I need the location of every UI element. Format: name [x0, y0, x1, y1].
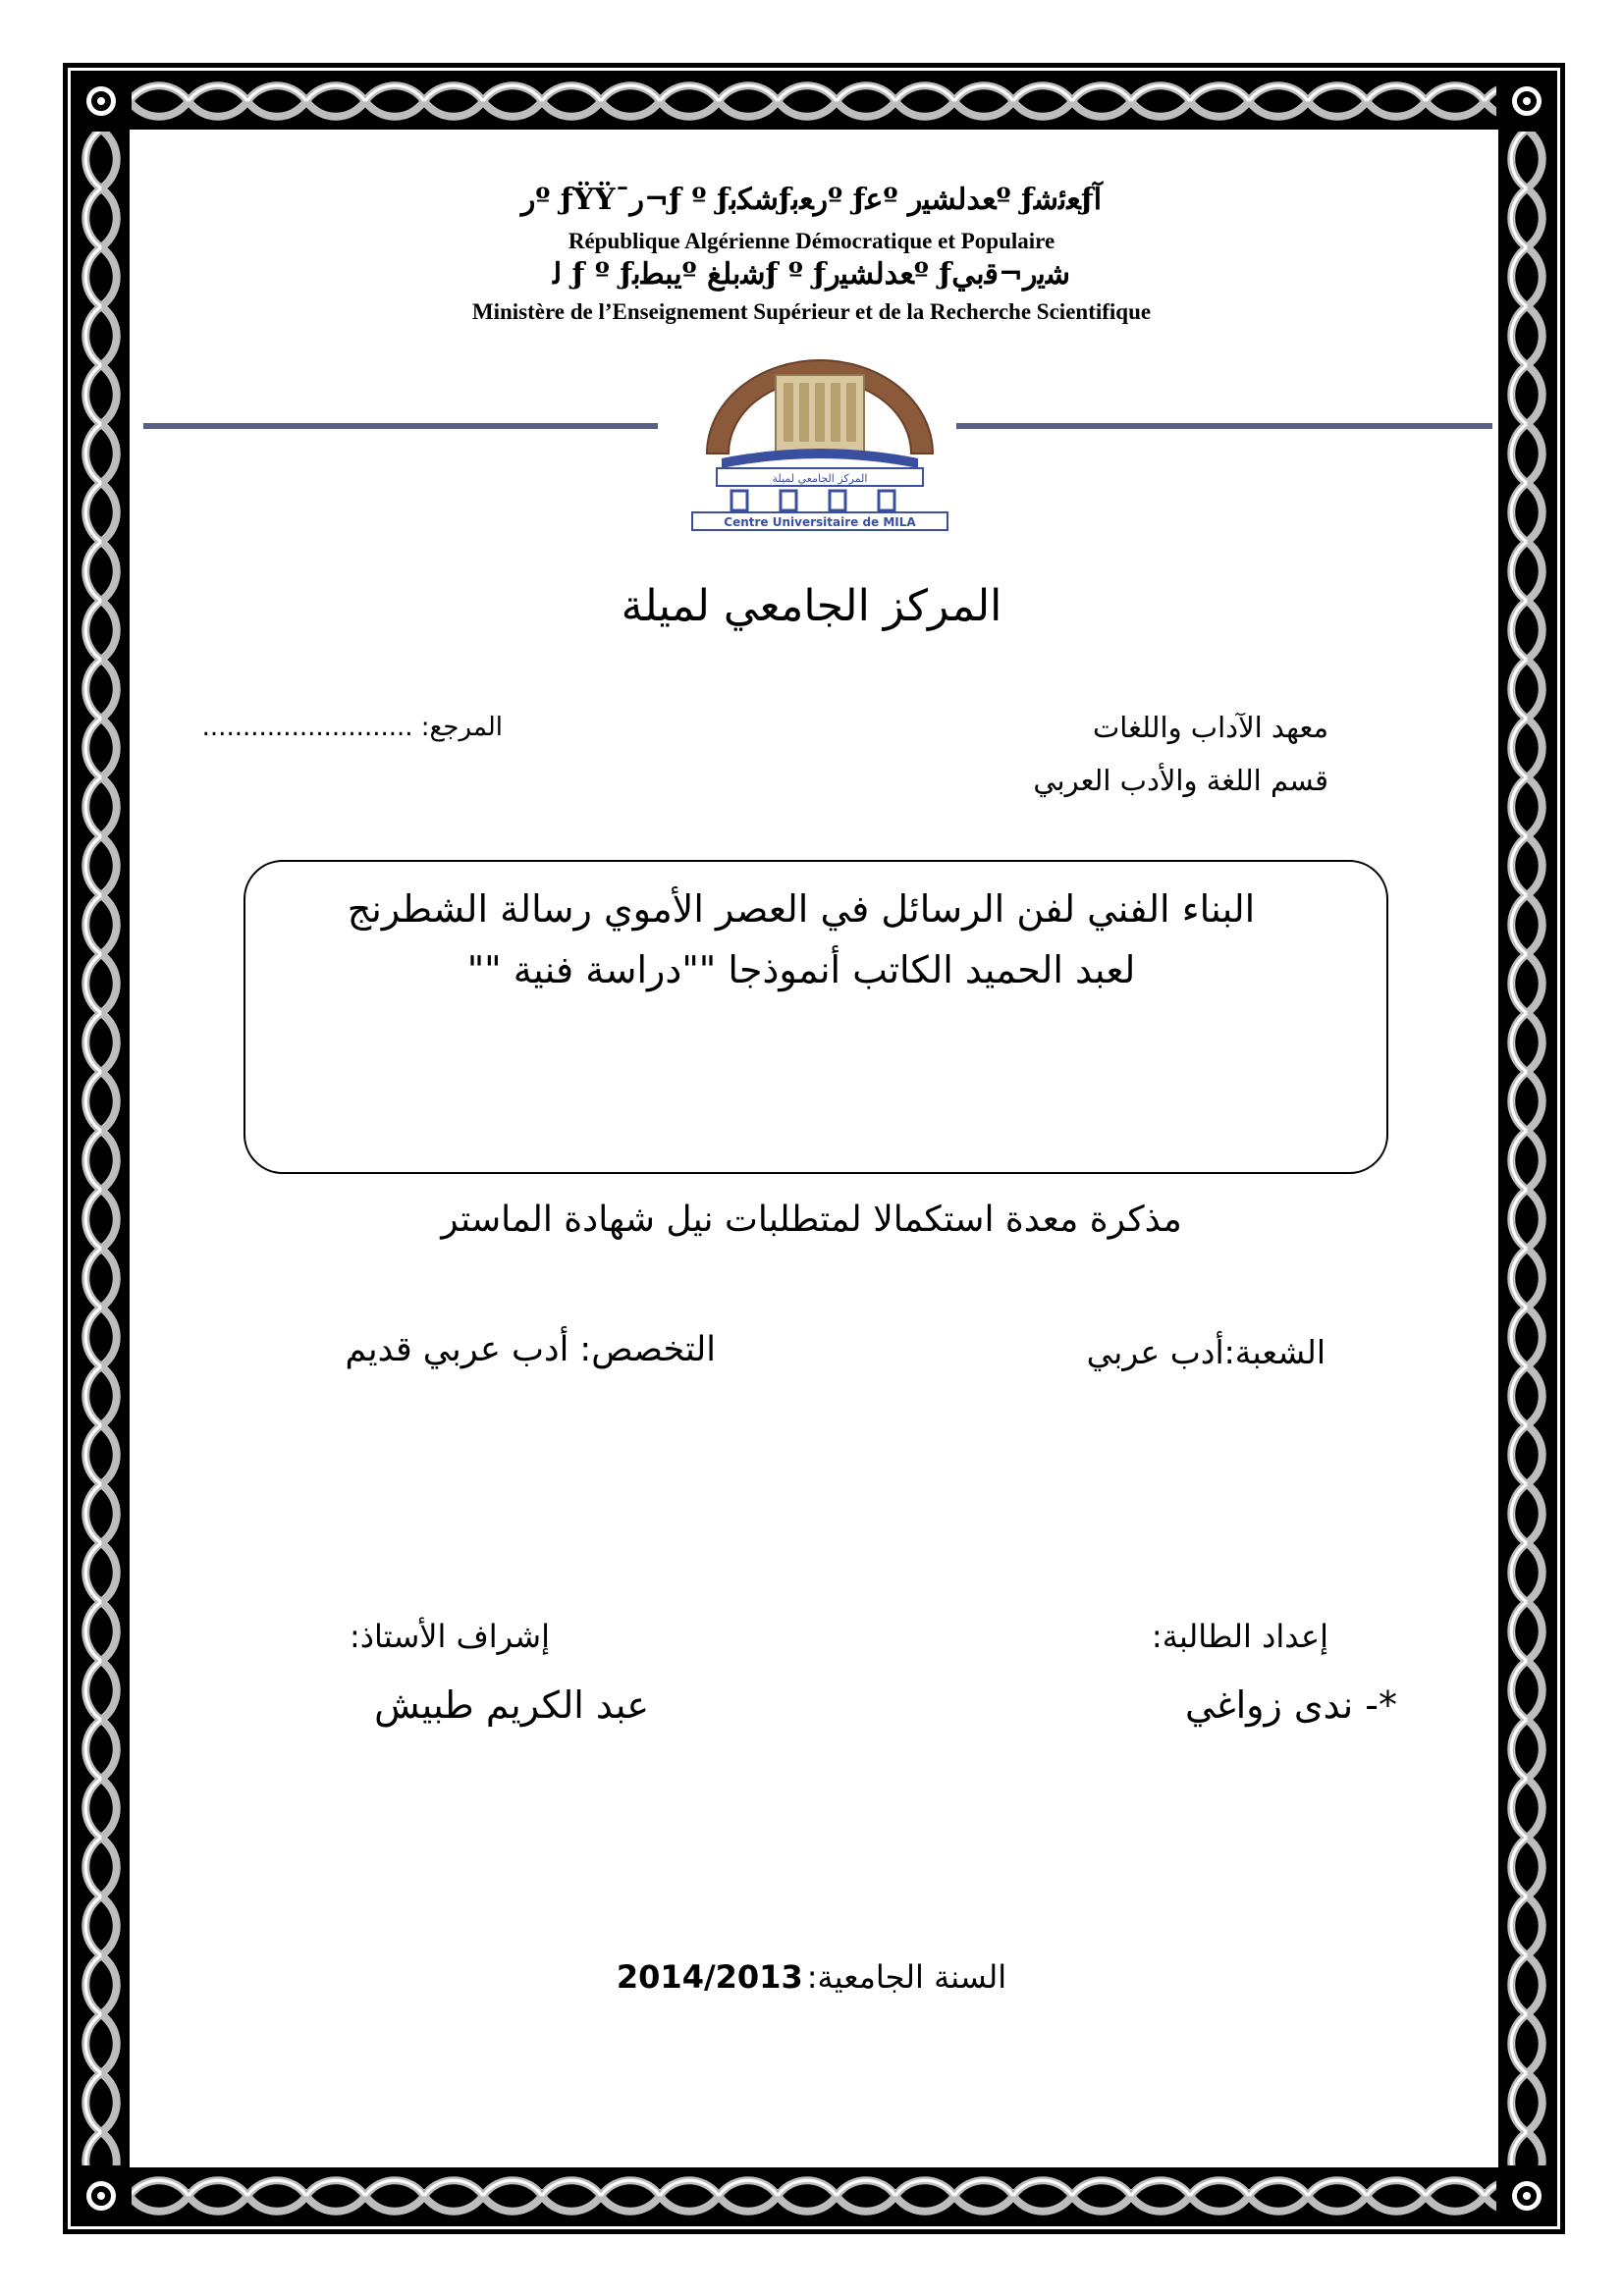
thesis-title-line1: البناء الفني لفن الرسائل في العصر الأموي رسالة الشطرنج: [347, 887, 1256, 931]
chain-pattern-left: [71, 71, 132, 2226]
border-band-bottom: [71, 2165, 1557, 2226]
specialty-field: التخصص: أدب عربي قديم: [345, 1330, 716, 1369]
supervisor-name: عبد الكريم طبيش: [374, 1683, 649, 1727]
academic-year-line: [0, 1958, 1623, 1996]
header-republic-fr: République Algérienne Démocratique et Populaire: [568, 229, 1055, 253]
corner-ornament-top-right: [1496, 71, 1557, 132]
degree-statement: مذكرة معدة استكمالا لمتطلبات نيل شهادة الماستر: [441, 1200, 1182, 1240]
logo-caption: Centre Universitaire de MILA: [724, 515, 916, 529]
header-arabic-ministry: ﻟ ƒ º ƒﻳﺒﻄﺑº ﺷﺑﻠﻎƒ º ƒﻌﺪﻟﺸﻴﺭº ƒﺷﻳﺭ¬ﻗﺑﻲ: [552, 257, 1071, 292]
supervisor-label: إشراف الأستاذ:: [350, 1618, 550, 1655]
border-band-left: [71, 71, 132, 2226]
reference-label: المرجع: ..........................: [201, 713, 503, 742]
chain-pattern-bottom: [71, 2165, 1557, 2226]
header-ministry-fr: Ministère de l’Enseignement Supérieur et de la Recherche Scientifique: [471, 299, 1152, 324]
institution-name: المركز الجامعي لميلة: [621, 581, 1002, 631]
logo-banner-text: المركز الجامعي لميلة: [772, 472, 868, 485]
department-name: قسم اللغة والأدب العربي: [1033, 764, 1328, 797]
student-name: *- ندى زواغي: [1185, 1683, 1397, 1727]
corner-ornament-bottom-left: [71, 2165, 132, 2226]
border-band-top: [71, 71, 1557, 132]
branch-field: الشعبة:أدب عربي: [1086, 1333, 1325, 1371]
prepared-by-label: إعداد الطالبة:: [1151, 1618, 1328, 1655]
border-band-right: [1496, 71, 1557, 2226]
header-rule-left: [143, 423, 658, 429]
corner-ornament-top-left: [71, 71, 132, 132]
header-arabic-republic: ﺭº ƒŸŸ¯ﺭ¬ƒ º ƒﺷﻜﺑƒﺭﻌﺑº ƒﻋº ﻌﺪﻟﺸﻴﺭº ƒﻌﺋﺷƒﺁ: [520, 183, 1103, 217]
chain-pattern-right: [1496, 71, 1557, 2226]
academic-year-value: 2014/2013: [616, 1958, 803, 1996]
header-rule-right: [956, 423, 1492, 429]
corner-ornament-bottom-right: [1496, 2165, 1557, 2226]
university-logo: [687, 346, 952, 532]
institute-name: معهد الآداب واللغات: [1092, 711, 1328, 744]
chain-pattern-top: [71, 71, 1557, 132]
thesis-title-line2: لعبد الحميد الكاتب أنموذجا ""دراسة فنية "": [466, 948, 1136, 991]
academic-year-label: السنة الجامعية:: [806, 1958, 1007, 1996]
